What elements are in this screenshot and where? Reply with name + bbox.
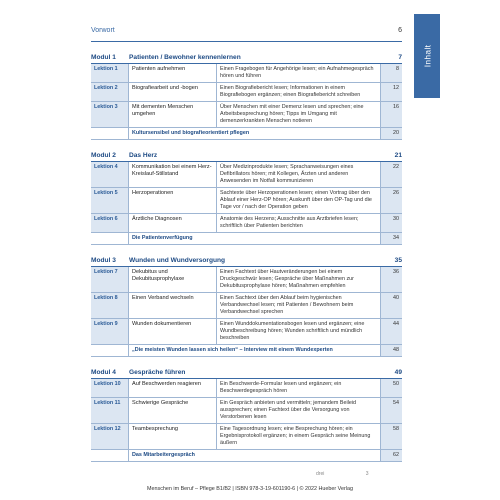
- lesson-description: Anatomie des Herzens; Ausschnitte aus Arztbriefen lesen; schriftlich über Patienten berichten: [220, 216, 359, 229]
- lesson-title: Wunden dokumentieren: [129, 319, 217, 344]
- module-header[interactable]: [91, 52, 402, 64]
- lesson-title: Patienten aufnehmen: [129, 64, 217, 82]
- lesson-label: Lektion 5: [91, 188, 129, 213]
- lesson-page: 58: [380, 424, 402, 449]
- lesson-title: Mit dementen Menschen umgehen: [129, 102, 217, 127]
- special-topic-spacer: [91, 345, 129, 356]
- lesson-label: Lektion 3: [91, 102, 129, 127]
- module-section: [91, 367, 402, 462]
- lesson-title: Biografiearbeit und -bogen: [129, 83, 217, 101]
- special-topic-row[interactable]: [91, 233, 402, 245]
- module-label: Modul 2: [91, 152, 116, 159]
- lesson-row[interactable]: [91, 188, 402, 214]
- module-header[interactable]: [91, 255, 402, 267]
- lesson-row[interactable]: [91, 319, 402, 345]
- lesson-description: Über Medizinprodukte lesen; Sprachanweisungen eines Defibrillators hören; mit Kollegen, Ärzten und anderen Anwesenden im Notfall kommunizieren: [220, 164, 354, 184]
- page-number: [316, 471, 369, 477]
- lesson-page: 40: [380, 293, 402, 318]
- lesson-page: 8: [380, 64, 402, 82]
- lesson-row[interactable]: [91, 267, 402, 293]
- special-topic-spacer: [91, 450, 129, 461]
- module-page: 7: [398, 54, 402, 61]
- module-section: [91, 52, 402, 140]
- lesson-page: 54: [380, 398, 402, 423]
- special-topic-page: 48: [380, 345, 402, 356]
- lesson-row[interactable]: [91, 214, 402, 233]
- vorwort-page: 6: [398, 27, 402, 34]
- module-header[interactable]: [91, 150, 402, 162]
- lesson-label: Lektion 10: [91, 379, 129, 397]
- lesson-label: Lektion 9: [91, 319, 129, 344]
- lesson-page: 44: [380, 319, 402, 344]
- page-number-digit: 3: [365, 471, 369, 477]
- special-topic-row[interactable]: [91, 450, 402, 462]
- module-label: Modul 4: [91, 369, 116, 376]
- module-label: Modul 1: [91, 54, 116, 61]
- lesson-row[interactable]: [91, 162, 402, 188]
- lesson-label: Lektion 7: [91, 267, 129, 292]
- lesson-title: Schwierige Gespräche: [129, 398, 217, 423]
- footer-imprint: Menschen im Beruf – Pflege B1/B2 | ISBN 978-3-19-601190-6 | © 2022 Hueber Verlag: [147, 486, 353, 492]
- lesson-page: 22: [380, 162, 402, 187]
- lesson-title: Auf Beschwerden reagieren: [129, 379, 217, 397]
- module-header[interactable]: [91, 367, 402, 379]
- lesson-description: Einen Wunddokumentationsbogen lesen und ergänzen; eine Wundbeschreibung hören; Wunden schriftlich und mündlich beschreiben: [220, 321, 365, 341]
- lesson-description: Einen Biografiebericht lesen; Informationen in einem Biografiebogen ergänzen; einen Biografiebericht schreiben: [220, 85, 361, 98]
- special-topic-title: „Die meisten Wunden lassen sich heilen“ – Interview mit einem Wundexperten: [132, 347, 333, 353]
- lesson-label: Lektion 2: [91, 83, 129, 101]
- table-of-contents: [91, 24, 402, 462]
- lesson-label: Lektion 11: [91, 398, 129, 423]
- special-topic-page: 62: [380, 450, 402, 461]
- module-title: Wunden und Wundversorgung: [129, 257, 226, 264]
- lesson-description: Über Menschen mit einer Demenz lesen und sprechen; eine Arbeitsbesprechung hören; Tipps im Umgang mit demenzerkrankten Menschen notieren: [220, 104, 364, 124]
- special-topic-spacer: [91, 233, 129, 244]
- lesson-description: Einen Fragebogen für Angehörige lesen; ein Aufnahmegespräch hören und führen: [220, 66, 374, 79]
- lesson-row[interactable]: [91, 83, 402, 102]
- module-section: [91, 255, 402, 357]
- module-title: Patienten / Bewohner kennenlernen: [129, 54, 241, 61]
- lesson-row[interactable]: [91, 64, 402, 83]
- special-topic-title: Das Mitarbeitergespräch: [132, 452, 195, 458]
- lesson-description: Einen Sachtext über den Ablauf beim hygienischen Verbandwechsel lesen; mit Patienten / Bewohnern beim Verbandwechsel sprechen: [220, 295, 354, 315]
- lesson-label: Lektion 12: [91, 424, 129, 449]
- lesson-description: Ein Beschwerde-Formular lesen und ergänzen; ein Beschwerdegespräch hören: [220, 381, 342, 394]
- lesson-title: Dekubitus und Dekubitusprophylaxe: [129, 267, 217, 292]
- vorwort-row[interactable]: [91, 24, 402, 42]
- lesson-description: Einen Fachtext über Hautveränderungen bei einem Druckgeschwür lesen; Gespräche über Maßnahmen zur Dekubitusprophylaxe hören; Maßnahmen empfehlen: [220, 269, 354, 289]
- special-topic-title: Kultursensibel und biografieorientiert pflegen: [132, 130, 250, 136]
- lesson-page: 36: [380, 267, 402, 292]
- lesson-label: Lektion 1: [91, 64, 129, 82]
- lesson-page: 50: [380, 379, 402, 397]
- contents-side-tab: [414, 14, 440, 98]
- special-topic-row[interactable]: [91, 128, 402, 140]
- lesson-row[interactable]: [91, 102, 402, 128]
- lesson-page: 26: [380, 188, 402, 213]
- lesson-title: Teambesprechung: [129, 424, 217, 449]
- contents-side-tab-label: Inhalt: [422, 44, 432, 68]
- lesson-title: Einen Verband wechseln: [129, 293, 217, 318]
- lesson-description: Eine Tagesordnung lesen; eine Besprechung hören; ein Ergebnisprotokoll ergänzen; in einem Gespräch seine Meinung äußern: [220, 426, 371, 446]
- lesson-row[interactable]: [91, 293, 402, 319]
- lesson-page: 30: [380, 214, 402, 232]
- lesson-title: Ärztliche Diagnosen: [129, 214, 217, 232]
- page-number-word: drei: [316, 471, 325, 477]
- lesson-description: Ein Gespräch anbieten und vermitteln; jemandem Beileid aussprechen; einen Fachtext über die Versorgung von Verstorbenen lesen: [220, 400, 357, 420]
- vorwort-title: Vorwort: [91, 27, 115, 34]
- special-topic-row[interactable]: [91, 345, 402, 357]
- lesson-row[interactable]: [91, 424, 402, 450]
- module-title: Das Herz: [129, 152, 158, 159]
- lesson-title: Herzoperationen: [129, 188, 217, 213]
- modules-list: [91, 52, 402, 462]
- module-section: [91, 150, 402, 245]
- lesson-title: Kommunikation bei einem Herz-Kreislauf-Stillstand: [129, 162, 217, 187]
- lesson-page: 12: [380, 83, 402, 101]
- special-topic-title: Die Patientenverfügung: [132, 235, 193, 241]
- lesson-row[interactable]: [91, 379, 402, 398]
- module-page: 49: [394, 369, 402, 376]
- module-page: 35: [394, 257, 402, 264]
- lesson-label: Lektion 6: [91, 214, 129, 232]
- lesson-label: Lektion 4: [91, 162, 129, 187]
- lesson-row[interactable]: [91, 398, 402, 424]
- module-label: Modul 3: [91, 257, 116, 264]
- special-topic-spacer: [91, 128, 129, 139]
- module-title: Gespräche führen: [129, 369, 186, 376]
- module-page: 21: [394, 152, 402, 159]
- special-topic-page: 20: [380, 128, 402, 139]
- lesson-page: 16: [380, 102, 402, 127]
- special-topic-page: 34: [380, 233, 402, 244]
- lesson-label: Lektion 8: [91, 293, 129, 318]
- lesson-description: Sachtexte über Herzoperationen lesen; einen Vortrag über den Ablauf einer Herz-OP hören; Auskunft über den OP-Tag und die Tage vor / nach der Operation geben: [220, 190, 372, 210]
